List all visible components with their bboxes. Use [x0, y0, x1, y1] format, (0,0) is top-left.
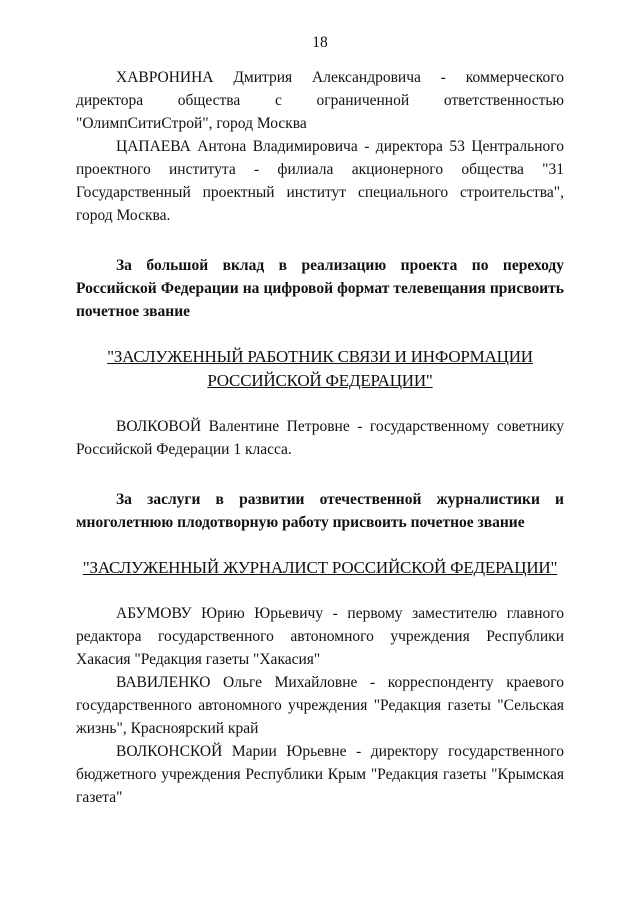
document-body	[76, 66, 564, 809]
award-heading-journalism: За заслуги в развитии отечественной журналистики и многолетнюю плодотворную работу присвоить почетное звание	[76, 491, 564, 531]
award-title-communications	[76, 345, 564, 393]
award-title-journalist: "ЗАСЛУЖЕННЫЙ ЖУРНАЛИСТ РОССИЙСКОЙ ФЕДЕРАЦИИ"	[82, 558, 558, 577]
award-title-communications-line1: "ЗАСЛУЖЕННЫЙ РАБОТНИК СВЯЗИ И ИНФОРМАЦИИ	[107, 347, 533, 366]
award-entry-abumov: АБУМОВУ Юрию Юрьевичу - первому заместителю главного редактора государственного автономного учреждения Республики Хакасия "Редакция газеты "Хакасия"	[76, 605, 564, 668]
award-entry-vavilenko: ВАВИЛЕНКО Ольге Михайловне - корреспонденту краевого государственного автономного учреждения "Редакция газеты "Сельская жизнь", Красноярский край	[76, 674, 564, 737]
page-number: 18	[312, 34, 328, 51]
award-entry-volkova: ВОЛКОВОЙ Валентине Петровне - государственному советнику Российской Федерации 1 класса.	[76, 418, 564, 458]
award-entry-volkonskaya: ВОЛКОНСКОЙ Марии Юрьевне - директору государственного бюджетного учреждения Республики Крым "Редакция газеты "Крымская газета"	[76, 743, 564, 806]
award-entry-khavronina: ХАВРОНИНА Дмитрия Александровича - коммерческого директора общества с ограниченной ответственностью "ОлимпСитиСтрой", город Москва	[76, 69, 564, 132]
award-entry-tsapaev: ЦАПАЕВА Антона Владимировича - директора 53 Центрального проектного института - филиала акционерного общества "31 Государственный проектный институт специального строительства", город Москва.	[76, 138, 564, 224]
award-title-communications-line2: РОССИЙСКОЙ ФЕДЕРАЦИИ"	[207, 371, 433, 390]
award-heading-digital-tv: За большой вклад в реализацию проекта по переходу Российской Федерации на цифровой формат телевещания присвоить почетное звание	[76, 257, 564, 320]
